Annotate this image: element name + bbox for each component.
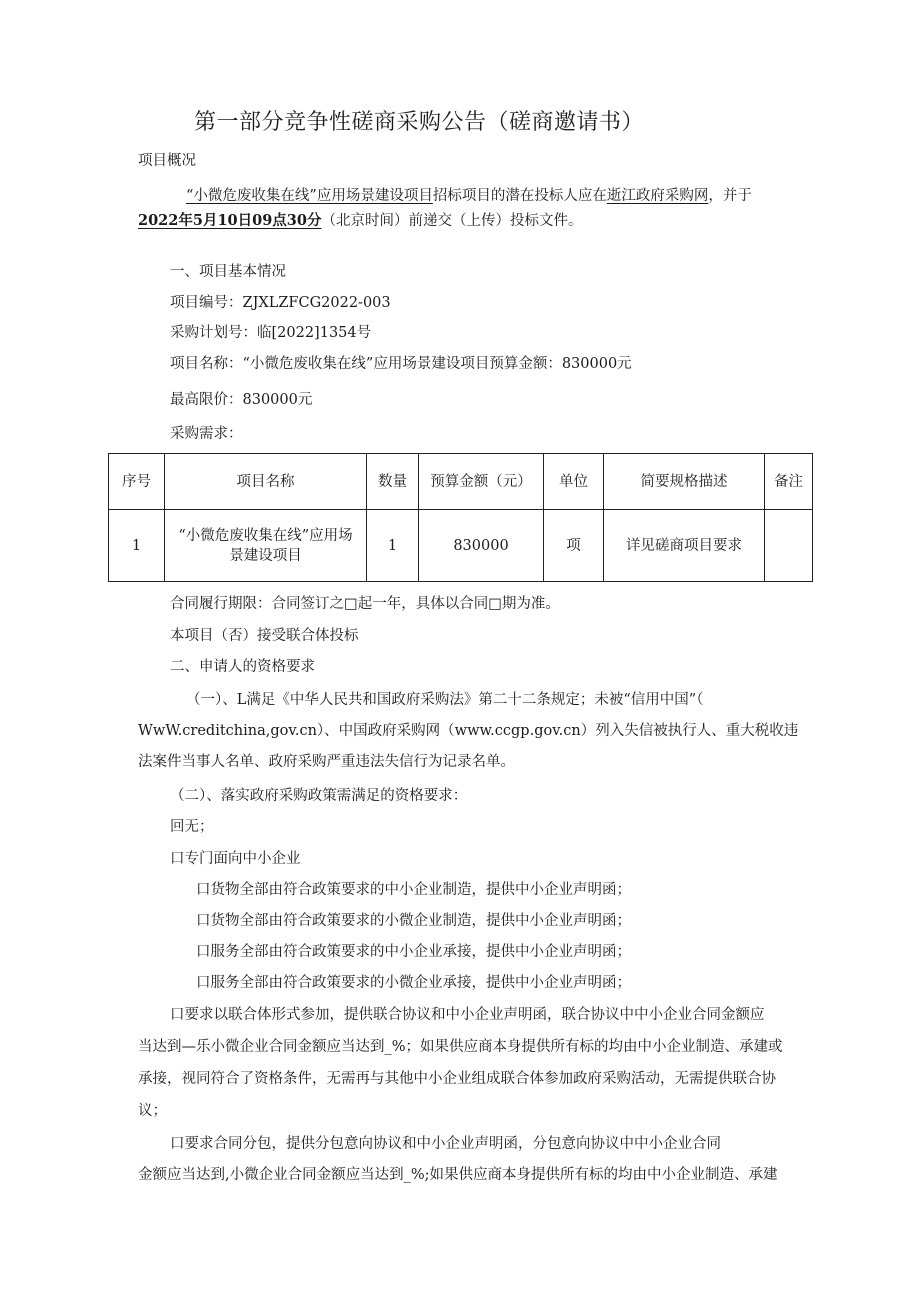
req2: （二）、落实政府采购政策需满足的资格要求： <box>170 788 468 804</box>
intro-after: （北京时间）前递交（上传）投标文件。 <box>321 213 583 229</box>
subcontract-para-line: 金额应当达到,小微企业合同金额应当达到_%;如果供应商本身提供所有标的均由中小企业制造、承建 <box>138 1167 778 1183</box>
intro-mid: 招标项目的潜在投标人应在 <box>432 188 607 204</box>
sme-item: 口服务全部由符合政策要求的小微企业承接，提供中小企业声明函； <box>196 975 631 991</box>
project-number: 项目编号：ZJXLZFCG2022-003 <box>170 295 391 311</box>
table-cell: “小微危废收集在线”应用场景建设项目 <box>165 510 367 582</box>
req1-line-3: 法案件当事人名单、政府采购严重违法失信行为记录名单。 <box>138 754 515 770</box>
option-none: 回无； <box>170 819 214 835</box>
table-cell: 1 <box>367 510 419 582</box>
intro-site: 逝江政府采购网 <box>606 188 709 204</box>
header-cell: 预算金额（元） <box>419 454 544 510</box>
sme-item: 口货物全部由符合政策要求的小微企业制造，提供中小企业声明函； <box>196 913 631 929</box>
consortium-para-line: 议； <box>138 1103 167 1119</box>
req1-line-1: （一）、L满足《中华人民共和国政府采购法》第二十二条规定；未被“信用中国”（ <box>186 692 704 708</box>
overview-label: 项目概况 <box>138 153 196 169</box>
header-cell: 序号 <box>109 454 165 510</box>
table-cell: 1 <box>109 510 165 582</box>
req1-line-2: WwW.creditchina,gov.cn）、中国政府采购网（www.ccgp.gov.cn）列入失信被执行人、重大税收违 <box>138 723 799 739</box>
section1-heading: 一、项目基本情况 <box>170 264 286 280</box>
header-cell: 数量 <box>367 454 419 510</box>
section2-heading: 二、申请人的资格要求 <box>170 659 315 675</box>
header-cell: 备注 <box>765 454 813 510</box>
intro-tail: ，并于 <box>708 188 752 204</box>
demand-label: 采购需求： <box>170 426 243 442</box>
consortium-note: 本项目（否）接受联合体投标 <box>170 628 359 644</box>
intro-line-2 <box>138 211 582 231</box>
intro-deadline: 2022年5月10日09点30分 <box>138 212 322 229</box>
table-cell: 项 <box>544 510 604 582</box>
page-title: 第一部分竞争性磋商采购公告（磋商邀请书） <box>194 110 645 135</box>
consortium-para-line: 口要求以联合体形式参加，提供联合协议和中小企业声明函，联合协议中中小企业合同金额应 <box>170 1007 765 1023</box>
table-cell: 830000 <box>419 510 544 582</box>
header-cell: 简要规格描述 <box>604 454 765 510</box>
sme-item: 口货物全部由符合政策要求的中小企业制造，提供中小企业声明函； <box>196 882 631 898</box>
plan-number: 采购计划号：临[2022]1354号 <box>170 325 372 341</box>
table-cell: 详见磋商项目要求 <box>604 510 765 582</box>
table-header-row <box>109 454 813 510</box>
max-price: 最高限价：830000元 <box>170 392 313 408</box>
option-sme: 口专门面向中小企业 <box>170 851 301 867</box>
header-cell: 项目名称 <box>165 454 367 510</box>
subcontract-para-line: 口要求合同分包，提供分包意向协议和中小企业声明函，分包意向协议中中小企业合同 <box>170 1136 721 1152</box>
intro-line-1 <box>186 186 752 206</box>
requirements-table <box>108 453 813 582</box>
consortium-para-line: 承接，视同符合了资格条件，无需再与其他中小企业组成联合体参加政府采购活动，无需提供联合协 <box>138 1071 776 1087</box>
intro-project-name: “小微危废收集在线”应用场景建设项目 <box>186 188 433 204</box>
table-cell <box>765 510 813 582</box>
consortium-para-line: 当达到—乐小微企业合同金额应当达到_%；如果供应商本身提供所有标的均由中小企业制造、承建或 <box>138 1039 783 1055</box>
project-name-budget: 项目名称：“小微危废收集在线”应用场景建设项目预算金额：830000元 <box>170 356 632 372</box>
sme-item: 口服务全部由符合政策要求的中小企业承接，提供中小企业声明函； <box>196 944 631 960</box>
header-cell: 单位 <box>544 454 604 510</box>
table-row <box>109 510 813 582</box>
contract-period: 合同履行期限：合同签订之□起一年，具体以合同□期为准。 <box>170 596 560 612</box>
